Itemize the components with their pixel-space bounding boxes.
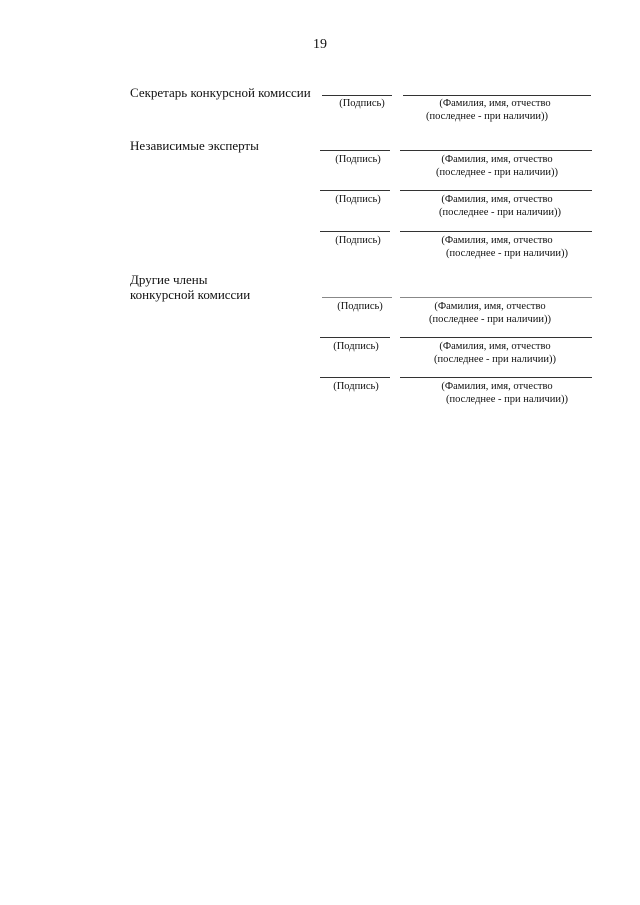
expert-1-signature-line [320, 150, 390, 151]
member-1-signature-line [322, 297, 392, 298]
expert-1-name-caption-1: (Фамилия, имя, отчество [441, 154, 553, 165]
member-2-name-line [400, 337, 592, 338]
secretary-name-caption-2: (последнее - при наличии)) [426, 111, 548, 122]
experts-label: Независимые эксперты [130, 138, 259, 153]
secretary-signature-line [322, 95, 392, 96]
member-2-name-caption-1: (Фамилия, имя, отчество [439, 341, 551, 352]
expert-3-name-caption-2: (последнее - при наличии)) [446, 248, 568, 259]
member-1-name-caption-1: (Фамилия, имя, отчество [434, 301, 546, 312]
member-1-name-line [400, 297, 592, 298]
expert-2-name-line [400, 190, 592, 191]
expert-1-name-line [400, 150, 592, 151]
member-3-name-line [400, 377, 592, 378]
expert-3-name-line [400, 231, 592, 232]
expert-2-signature-line [320, 190, 390, 191]
member-2-signature-line [320, 337, 390, 338]
member-1-signature-caption: (Подпись) [337, 301, 383, 312]
secretary-signature-caption: (Подпись) [339, 98, 385, 109]
secretary-name-line [403, 95, 591, 96]
expert-2-name-caption-2: (последнее - при наличии)) [439, 207, 561, 218]
members-label-line-2: конкурсной комиссии [130, 287, 251, 302]
member-3-name-caption-1: (Фамилия, имя, отчество [441, 381, 553, 392]
secretary-name-caption-1: (Фамилия, имя, отчество [439, 98, 551, 109]
member-1-name-caption-2: (последнее - при наличии)) [429, 314, 551, 325]
member-3-signature-caption: (Подпись) [333, 381, 379, 392]
expert-3-signature-line [320, 231, 390, 232]
member-3-name-caption-2: (последнее - при наличии)) [446, 394, 568, 405]
page-number: 19 [313, 37, 327, 52]
expert-1-signature-caption: (Подпись) [335, 154, 381, 165]
expert-3-name-caption-1: (Фамилия, имя, отчество [441, 235, 553, 246]
secretary-label: Секретарь конкурсной комиссии [130, 85, 311, 100]
expert-2-signature-caption: (Подпись) [335, 194, 381, 205]
expert-1-name-caption-2: (последнее - при наличии)) [436, 167, 558, 178]
member-2-name-caption-2: (последнее - при наличии)) [434, 354, 556, 365]
member-2-signature-caption: (Подпись) [333, 341, 379, 352]
expert-3-signature-caption: (Подпись) [335, 235, 381, 246]
member-3-signature-line [320, 377, 390, 378]
members-label-line-1: Другие члены [130, 272, 208, 287]
expert-2-name-caption-1: (Фамилия, имя, отчество [441, 194, 553, 205]
